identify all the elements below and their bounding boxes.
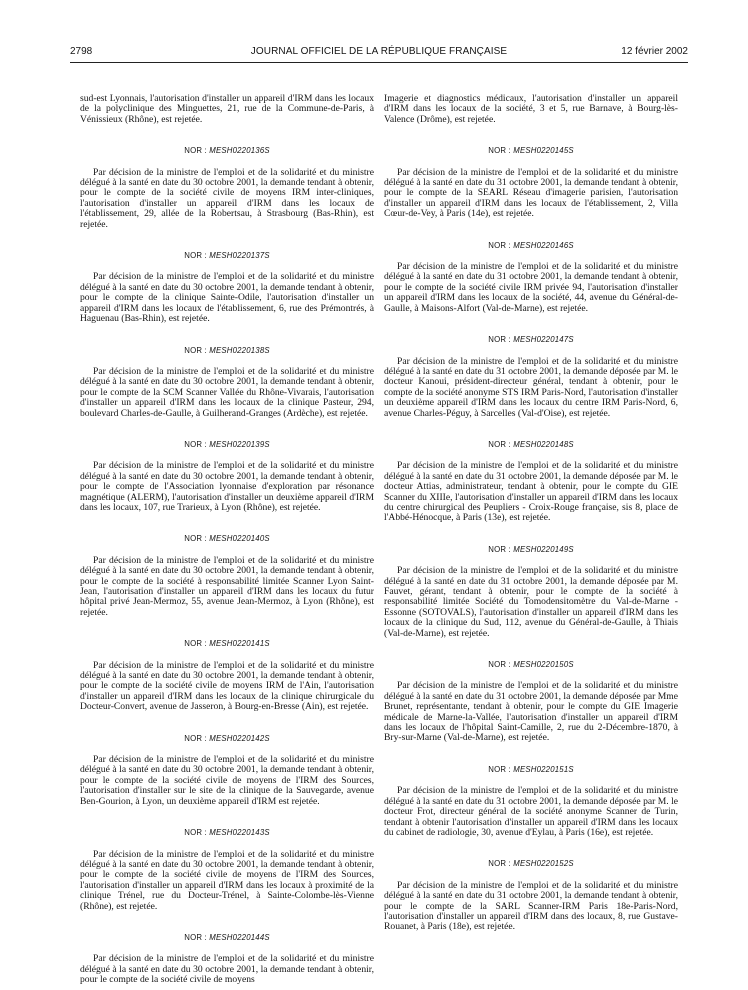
page-header (70, 46, 688, 60)
nor-reference (80, 534, 374, 544)
nor-reference (80, 933, 374, 943)
nor-label: NOR : (488, 660, 511, 670)
nor-code: MESH0220141S (209, 639, 270, 649)
nor-label: NOR : (184, 534, 207, 544)
nor-code: MESH0220140S (209, 534, 270, 544)
left-column (80, 94, 374, 986)
nor-label: NOR : (488, 146, 511, 156)
nor-label: NOR : (488, 335, 511, 345)
nor-code: MESH0220147S (513, 335, 574, 345)
nor-reference (384, 660, 678, 670)
nor-reference (80, 251, 374, 261)
decision-paragraph: Par décision de la ministre de l'emploi et de la solidarité et du ministre délégué à la santé en date du 30 octobre 2001, la demande tendant à obtenir, pour le compte de l'Association lyonnaise d'exploration par résonance magnétique (ALERM), l'autorisation d'installer un deuxième appareil d'IRM dans les locaux, 107, rue Trarieux, à Lyon (Rhône), est rejetée. (80, 460, 374, 513)
nor-reference (80, 734, 374, 744)
decision-paragraph: Par décision de la ministre de l'emploi et de la solidarité et du ministre délégué à la santé en date du 30 octobre 2001, la demande tendant à obtenir, pour le compte de la société civile de moyens IRM de l'Ain, l'autorisation d'installer un appareil d'IRM dans les locaux de la clinique chirurgicale du Docteur-Convert, avenue de Jasseron, à Bourg-en-Bresse (Ain), est rejetée. (80, 659, 374, 713)
decision-paragraph: Par décision de la ministre de l'emploi et de la solidarité et du ministre délégué à la santé en date du 31 octobre 2001, la demande tendant à obtenir, pour le compte de la SEARL Réseau d'imagerie parisien, l'autorisation d'installer un appareil d'IRM dans les locaux de l'établissement, 2, Villa Cœur-de-Vey, à Paris (14e), est rejetée. (384, 166, 678, 220)
nor-label: NOR : (184, 146, 207, 156)
nor-code: MESH0220152S (513, 859, 574, 869)
nor-label: NOR : (184, 932, 207, 942)
nor-label: NOR : (488, 764, 511, 774)
nor-code: MESH0220148S (513, 439, 574, 449)
nor-reference (80, 346, 374, 356)
left-column-continuation: sud-est Lyonnais, l'autorisation d'installer un appareil d'IRM dans les locaux de la polyclinique des Minguettes, 21, rue de la Commune-de-Paris, à Vénissieux (Rhône), est rejetée. (80, 93, 374, 125)
nor-code: MESH0220150S (513, 660, 574, 670)
nor-code: MESH0220151S (513, 764, 574, 774)
nor-reference (384, 765, 678, 775)
decision-paragraph: Par décision de la ministre de l'emploi et de la solidarité et du ministre délégué à la santé en date du 31 octobre 2001, la demande tendant à obtenir, pour le compte de la société civile IRM privée 94, l'autorisation d'installer un appareil d'IRM dans les locaux de la société, 44, avenue du Général-de-Gaulle, à Maisons-Alfort (Val-de-Marne), est rejetée. (384, 261, 678, 314)
decision-paragraph: Par décision de la ministre de l'emploi et de la solidarité et du ministre délégué à la santé en date du 31 octobre 2001, la demande tendant à obtenir, pour le compte de la SARL Scanner-IRM Paris 18e-Paris-Nord, l'autorisation d'installer un appareil d'IRM dans des locaux, 8, rue Gustave-Rouanet, à Paris (18e), est rejetée. (384, 879, 678, 933)
page-number: 2798 (70, 46, 93, 57)
nor-code: MESH0220139S (209, 439, 270, 449)
nor-reference (384, 241, 678, 251)
nor-code: MESH0220145S (513, 146, 574, 156)
decision-paragraph: Par décision de la ministre de l'emploi et de la solidarité et du ministre délégué à la santé en date du 30 octobre 2001, la demande tendant à obtenir, pour le compte de la société à responsabilité limitée Scanner Lyon Saint-Jean, l'autorisation d'installer un appareil d'IRM dans les locaux du futur hôpital privé Jean-Mermoz, 55, avenue Jean-Mermoz, à Lyon (Rhône), est rejetée. (80, 554, 374, 618)
nor-code: MESH0220143S (209, 828, 270, 838)
right-column (384, 94, 678, 933)
nor-reference (80, 146, 374, 156)
nor-reference (80, 639, 374, 649)
nor-reference (384, 440, 678, 450)
decision-paragraph: Par décision de la ministre de l'emploi et de la solidarité et du ministre délégué à la santé en date du 31 octobre 2001, la demande déposée par Mme Brunet, représentante, tendant à obtenir, pour le compte du GIE Imagerie médicale de Marne-la-Vallée, l'autorisation d'installer un appareil d'IRM dans les locaux de l'hôpital Saint-Camille, 2, rue du 2-Décembre-1870, à Bry-sur-Marne (Val-de-Marne), est rejetée. (384, 680, 678, 744)
decision-paragraph: Par décision de la ministre de l'emploi et de la solidarité et du ministre délégué à la santé en date du 31 octobre 2001, la demande déposée par M. Fauvet, gérant, tendant à obtenir, pour le compte de la société à responsabilité limitée Société du Tomodensitomètre du Val-de-Marne - Essonne (SOTOVALS), l'autorisation d'installer un appareil d'IRM dans les locaux de la clinique du Sud, 112, avenue du Général-de-Gaulle, à Thiais (Val-de-Marne), est rejetée. (384, 565, 678, 639)
nor-label: NOR : (488, 859, 511, 869)
journal-title: JOURNAL OFFICIEL DE LA RÉPUBLIQUE FRANÇAISE (250, 46, 508, 57)
nor-reference (80, 828, 374, 838)
issue-date: 12 février 2002 (621, 46, 688, 57)
nor-reference (384, 146, 678, 156)
nor-reference (80, 440, 374, 450)
right-column-continuation: Imagerie et diagnostics médicaux, l'autorisation d'installer un appareil d'IRM dans les locaux de la société, 3 et 5, rue Barnave, à Bourg-lès-Valence (Drôme), est rejetée. (384, 93, 678, 125)
decision-paragraph: Par décision de la ministre de l'emploi et de la solidarité et du ministre délégué à la santé en date du 30 octobre 2001, la demande tendant à obtenir, pour le compte de la société civile de moyens de l'IRM des Sources, l'autorisation d'installer sur le site de la clinique de la Sauvegarde, avenue Ben-Gourion, à Lyon, un deuxième appareil d'IRM est rejetée. (80, 754, 374, 807)
nor-reference (384, 859, 678, 869)
nor-code: MESH0220149S (513, 544, 574, 554)
nor-label: NOR : (184, 733, 207, 743)
nor-label: NOR : (184, 439, 207, 449)
decision-paragraph: Par décision de la ministre de l'emploi et de la solidarité et du ministre délégué à la santé en date du 31 octobre 2001, la demande déposée par M. le docteur Frot, directeur général de la société anonyme Scanner de Turin, tendant à obtenir l'autorisation d'installer un appareil d'IRM dans les locaux du cabinet de radiologie, 30, avenue d'Eylau, à Paris (16e), est rejetée. (384, 785, 678, 838)
nor-label: NOR : (488, 439, 511, 449)
nor-code: MESH0220136S (209, 146, 270, 156)
nor-label: NOR : (488, 240, 511, 250)
nor-label: NOR : (184, 345, 207, 355)
nor-reference (384, 545, 678, 555)
decision-paragraph: Par décision de la ministre de l'emploi et de la solidarité et du ministre délégué à la santé en date du 30 octobre 2001, la demande tendant à obtenir, pour le compte de la société civile de moyens (80, 953, 374, 986)
decision-paragraph: Par décision de la ministre de l'emploi et de la solidarité et du ministre délégué à la santé en date du 30 octobre 2001, la demande tendant à obtenir, pour le compte de la SCM Scanner Vallée du Rhône-Vivarais, l'autorisation d'installer un appareil d'IRM dans les locaux de la clinique Pasteur, 294, boulevard Charles-de-Gaulle, à Guilherand-Granges (Ardèche), est rejetée. (80, 365, 374, 419)
decision-paragraph: Par décision de la ministre de l'emploi et de la solidarité et du ministre délégué à la santé en date du 30 octobre 2001, la demande tendant à obtenir, pour le compte de la société civile de moyens de l'IRM des Sources, l'autorisation d'installer un appareil d'IRM dans les locaux à proximité de la clinique Trénel, rue du Docteur-Trénel, à Sainte-Colombe-lès-Vienne (Rhône), est rejetée. (80, 848, 374, 912)
nor-code: MESH0220138S (209, 345, 270, 355)
nor-reference (384, 335, 678, 345)
nor-label: NOR : (184, 251, 207, 261)
nor-code: MESH0220142S (209, 733, 270, 743)
nor-label: NOR : (184, 828, 207, 838)
nor-code: MESH0220137S (209, 251, 270, 261)
nor-code: MESH0220146S (513, 240, 574, 250)
header-rule (70, 62, 688, 63)
decision-paragraph: Par décision de la ministre de l'emploi et de la solidarité et du ministre délégué à la santé en date du 30 octobre 2001, la demande tendant à obtenir, pour le compte de la clinique Sainte-Odile, l'autorisation d'installer un appareil d'IRM dans les locaux de l'établissement, 6, rue des Prémontrés, à Haguenau (Bas-Rhin), est rejetée. (80, 271, 374, 325)
decision-paragraph: Par décision de la ministre de l'emploi et de la solidarité et du ministre délégué à la santé en date du 31 octobre 2001, la demande déposée par M. le docteur Kanoui, président-directeur général, tendant à obtenir, pour le compte de la société anonyme STS IRM Paris-Nord, l'autorisation d'installer un deuxième appareil d'IRM dans les locaux du centre IRM Paris-Nord, 6, avenue Charles-Péguy, à Sarcelles (Val-d'Oise), est rejetée. (384, 355, 678, 419)
decision-paragraph: Par décision de la ministre de l'emploi et de la solidarité et du ministre délégué à la santé en date du 31 octobre 2001, la demande déposée par M. le docteur Attias, administrateur, tendant à obtenir, pour le compte du GIE Scanner du XIIIe, l'autorisation d'installer un appareil d'IRM dans les locaux du centre chirurgical des Peupliers - Croix-Rouge française, sis 8, place de l'Abbé-Hénocque, à Paris (13e), est rejetée. (384, 460, 678, 524)
decision-paragraph: Par décision de la ministre de l'emploi et de la solidarité et du ministre délégué à la santé en date du 30 octobre 2001, la demande tendant à obtenir, pour le compte de la société civile de moyens IRM inter-cliniques, l'autorisation d'installer un appareil d'IRM dans les locaux de l'établissement, 29, allée de la Robertsau, à Strasbourg (Bas-Rhin), est rejetée. (80, 166, 374, 230)
nor-label: NOR : (488, 544, 511, 554)
nor-code: MESH0220144S (209, 932, 270, 942)
nor-label: NOR : (184, 639, 207, 649)
